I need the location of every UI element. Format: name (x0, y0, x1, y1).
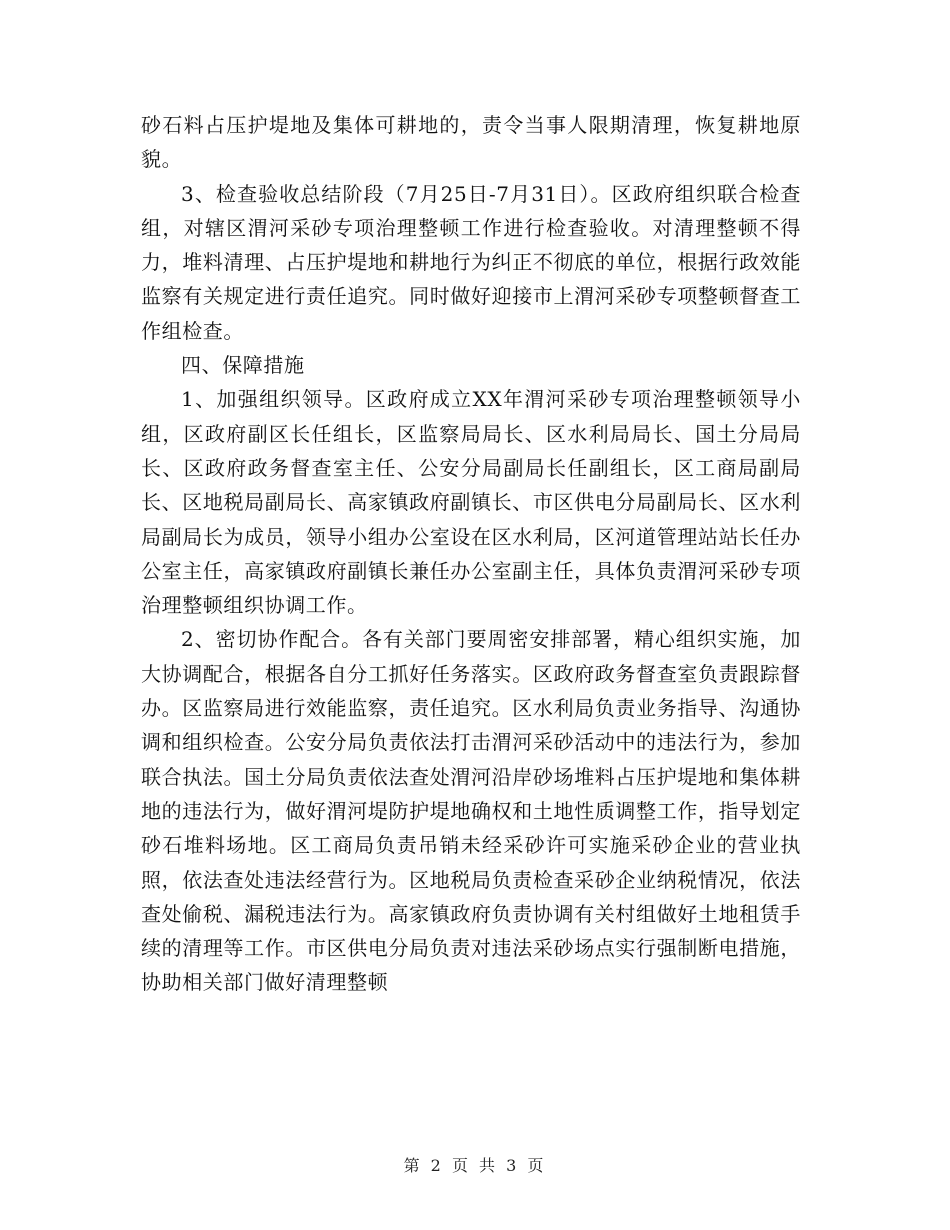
document-body (141, 108, 801, 1000)
paragraph-1: 砂石料占压护堤地及集体可耕地的，责令当事人限期清理，恢复耕地原貌。 (141, 113, 801, 172)
section-heading: 四、保障措施 (181, 353, 305, 378)
paragraph-5: 2、密切协作配合。各有关部门要周密安排部署，精心组织实施，加大协调配合，根据各自分工抓好任务落实。区政府政务督查室负责跟踪督办。区监察局进行效能监察，责任追究。区水利局负责业务指导、沟通协调和组织检查。公安分局负责依法打击渭河采砂活动中的违法行为，参加联合执法。国土分局负责依法查处渭河沿岸砂场堆料占压护堤地和集体耕地的违法行为，做好渭河堤防护堤地确权和土地性质调整工作，指导划定砂石堆料场地。区工商局负责吊销未经采砂许可实施采砂企业的营业执照，依法查处违法经营行为。区地税局负责检查采砂企业纳税情况，依法查处偷税、漏税违法行为。高家镇政府负责协调有关村组做好土地租赁手续的清理等工作。市区供电分局负责对违法采砂场点实行强制断电措施，协助相关部门做好清理整顿 (141, 627, 801, 995)
paragraph-4: 1、加强组织领导。区政府成立XX年渭河采砂专项治理整顿领导小组，区政府副区长任组长，区监察局局长、区水利局局长、国土分局局长、区政府政务督查室主任、公安分局副局长任副组长，区工商局副局长、区地税局副局长、高家镇政府副镇长、市区供电分局副局长、区水利局副局长为成员，领导小组办公室设在区水利局，区河道管理站站长任办公室主任，高家镇政府副镇长兼任办公室副主任，具体负责渭河采砂专项治理整顿组织协调工作。 (141, 387, 801, 618)
page-number-footer: 第 2 页 共 3 页 (403, 1156, 547, 1175)
paragraph-2: 3、检查验收总结阶段（7月25日-7月31日）。区政府组织联合检查组，对辖区渭河采砂专项治理整顿工作进行检查验收。对清理整顿不得力，堆料清理、占压护堤地和耕地行为纠正不彻底的单位，根据行政效能监察有关规定进行责任追究。同时做好迎接市上渭河采砂专项整顿督查工作组检查。 (141, 181, 801, 343)
